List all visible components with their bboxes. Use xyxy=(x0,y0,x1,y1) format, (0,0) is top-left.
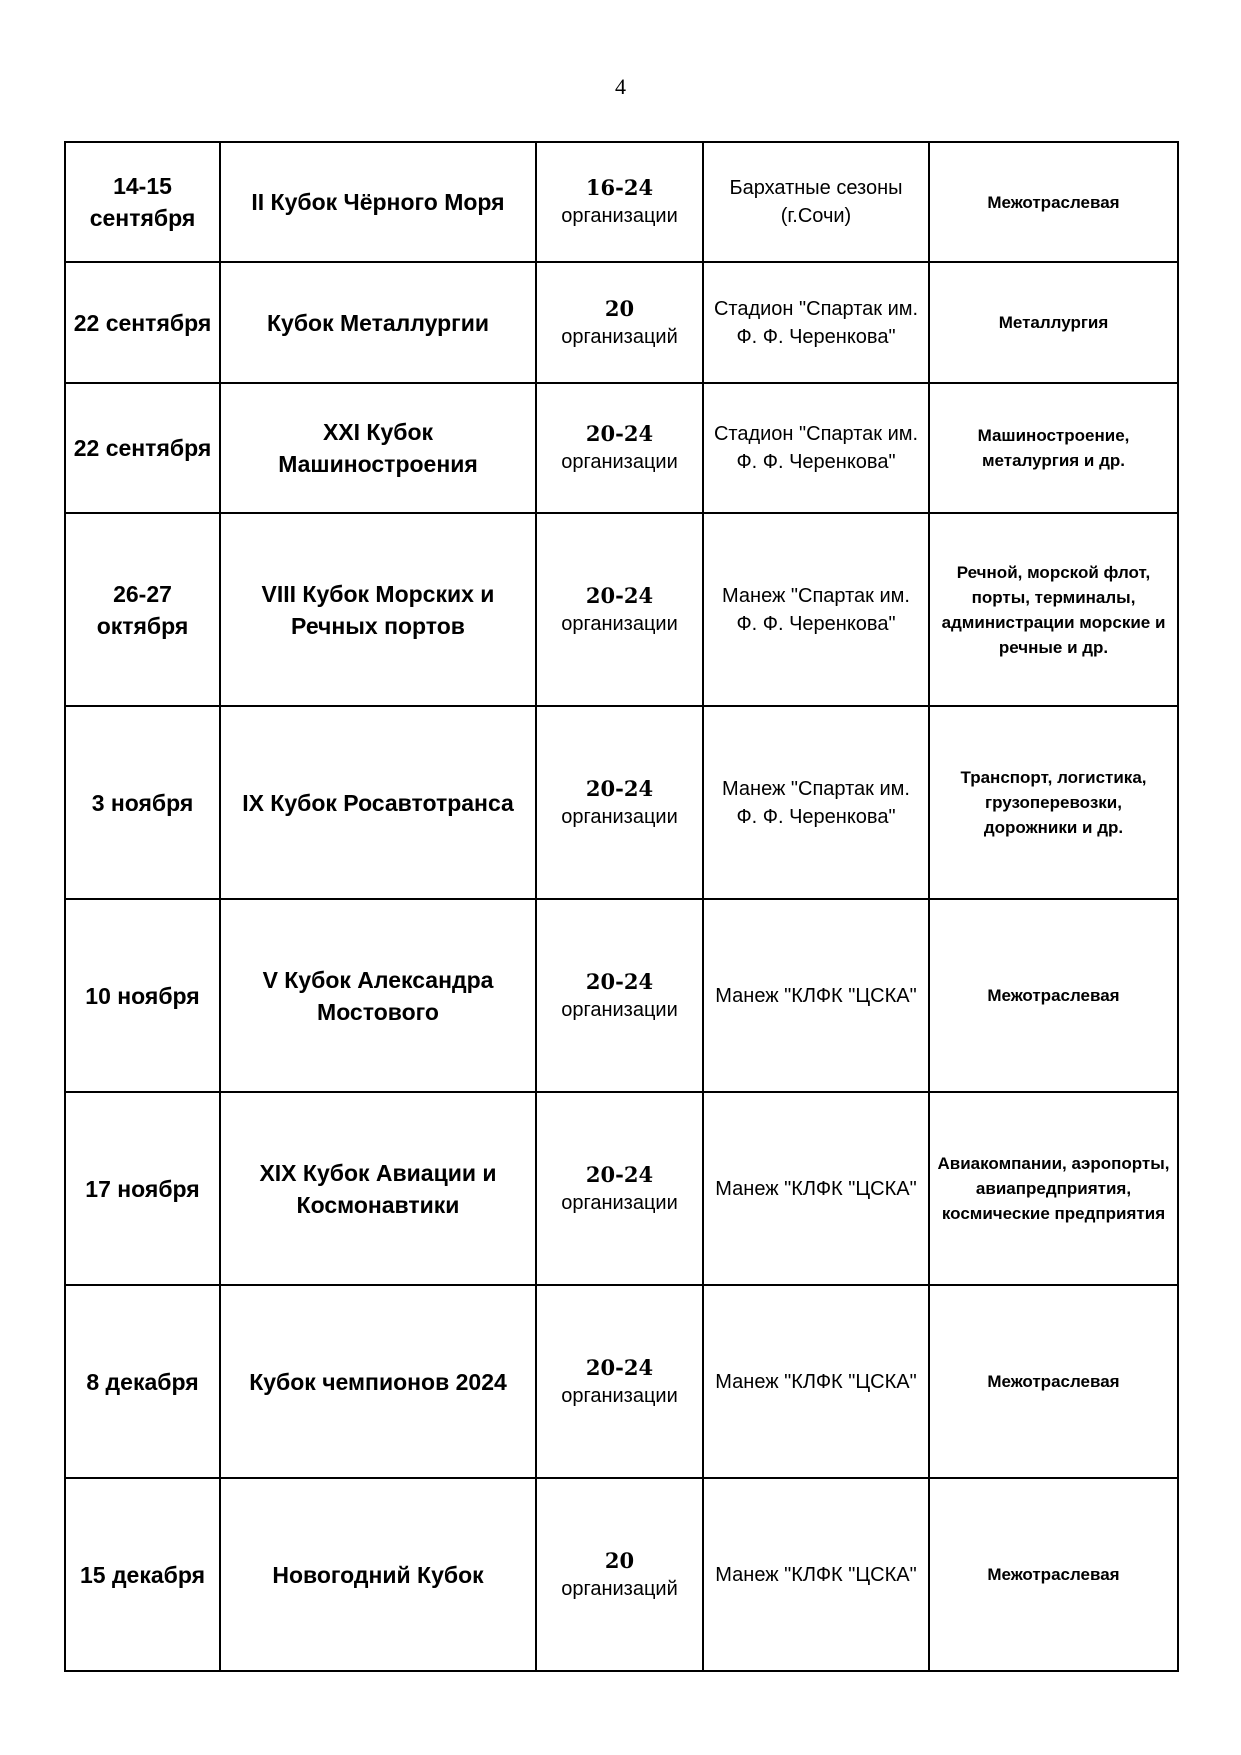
table-row xyxy=(65,1285,1178,1478)
event-date: 8 декабря xyxy=(65,1285,220,1478)
page-number: 4 xyxy=(615,74,626,99)
event-date: 22 сентября xyxy=(65,383,220,513)
event-industry: Межотраслевая xyxy=(929,899,1178,1092)
event-industry: Межотраслевая xyxy=(929,1285,1178,1478)
participants-count: 20-24 xyxy=(585,968,654,994)
event-venue: Стадион "Спартак им. Ф. Ф. Черенкова" xyxy=(703,262,929,383)
event-name: VIII Кубок Морских и Речных портов xyxy=(220,513,536,706)
event-date: 17 ноября xyxy=(65,1092,220,1285)
participants-count: 20 xyxy=(604,295,635,321)
events-table xyxy=(64,141,1179,1672)
table-row xyxy=(65,1478,1178,1671)
event-industry: Межотраслевая xyxy=(929,142,1178,262)
participants-cell xyxy=(536,142,703,262)
participants-count: 20 xyxy=(604,1547,635,1573)
participants-count: 20-24 xyxy=(585,775,654,801)
participants-cell xyxy=(536,513,703,706)
event-venue: Манеж "Спартак им. Ф. Ф. Черенкова" xyxy=(703,513,929,706)
event-date: 3 ноября xyxy=(65,706,220,899)
event-name: XIX Кубок Авиации и Космонавтики xyxy=(220,1092,536,1285)
participants-unit: организации xyxy=(561,205,678,227)
event-industry: Металлургия xyxy=(929,262,1178,383)
event-date: 14-15 сентября xyxy=(65,142,220,262)
event-date: 15 декабря xyxy=(65,1478,220,1671)
participants-cell xyxy=(536,1478,703,1671)
event-name: II Кубок Чёрного Моря xyxy=(220,142,536,262)
event-name: IX Кубок Росавтотранса xyxy=(220,706,536,899)
event-date: 22 сентября xyxy=(65,262,220,383)
event-industry: Межотраслевая xyxy=(929,1478,1178,1671)
participants-cell xyxy=(536,1285,703,1478)
participants-cell xyxy=(536,706,703,899)
event-industry: Речной, морской флот, порты, терминалы, администрации морские и речные и др. xyxy=(929,513,1178,706)
table-row xyxy=(65,706,1178,899)
event-name: Новогодний Кубок xyxy=(220,1478,536,1671)
participants-count: 20-24 xyxy=(585,421,654,446)
participants-unit: организации xyxy=(561,451,678,473)
table-row xyxy=(65,262,1178,383)
participants-unit: организации xyxy=(561,1191,678,1214)
participants-unit: организации xyxy=(561,612,678,635)
event-venue: Манеж "КЛФК "ЦСКА" xyxy=(703,1285,929,1478)
table-row xyxy=(65,142,1178,262)
participants-cell xyxy=(536,383,703,513)
event-industry: Машиностроение, металургия и др. xyxy=(929,383,1178,513)
participants-count: 16-24 xyxy=(585,175,654,200)
event-name: XXI Кубок Машиностроения xyxy=(220,383,536,513)
event-venue: Манеж "Спартак им. Ф. Ф. Черенкова" xyxy=(703,706,929,899)
table-row xyxy=(65,899,1178,1092)
participants-cell xyxy=(536,1092,703,1285)
event-name: Кубок чемпионов 2024 xyxy=(220,1285,536,1478)
event-industry: Авиакомпании, аэропорты, авиапредприятия, космические предприятия xyxy=(929,1092,1178,1285)
participants-count: 20-24 xyxy=(585,1354,654,1380)
participants-cell xyxy=(536,262,703,383)
participants-count: 20-24 xyxy=(585,1161,654,1187)
event-venue: Манеж "КЛФК "ЦСКА" xyxy=(703,899,929,1092)
event-name: Кубок Металлургии xyxy=(220,262,536,383)
table-row xyxy=(65,1092,1178,1285)
participants-unit: организации xyxy=(561,998,678,1021)
table-row xyxy=(65,383,1178,513)
event-venue: Стадион "Спартак им. Ф. Ф. Черенкова" xyxy=(703,383,929,513)
participants-unit: организаций xyxy=(561,1577,678,1600)
participants-cell xyxy=(536,899,703,1092)
event-venue: Манеж "КЛФК "ЦСКА" xyxy=(703,1092,929,1285)
participants-unit: организации xyxy=(561,1384,678,1407)
participants-unit: организации xyxy=(561,805,678,828)
event-industry: Транспорт, логистика, грузоперевозки, дорожники и др. xyxy=(929,706,1178,899)
participants-unit: организаций xyxy=(561,325,678,348)
event-venue: Бархатные сезоны (г.Сочи) xyxy=(703,142,929,262)
event-date: 26-27 октября xyxy=(65,513,220,706)
table-row xyxy=(65,513,1178,706)
event-venue: Манеж "КЛФК "ЦСКА" xyxy=(703,1478,929,1671)
participants-count: 20-24 xyxy=(585,582,654,608)
event-name: V Кубок Александра Мостового xyxy=(220,899,536,1092)
event-date: 10 ноября xyxy=(65,899,220,1092)
